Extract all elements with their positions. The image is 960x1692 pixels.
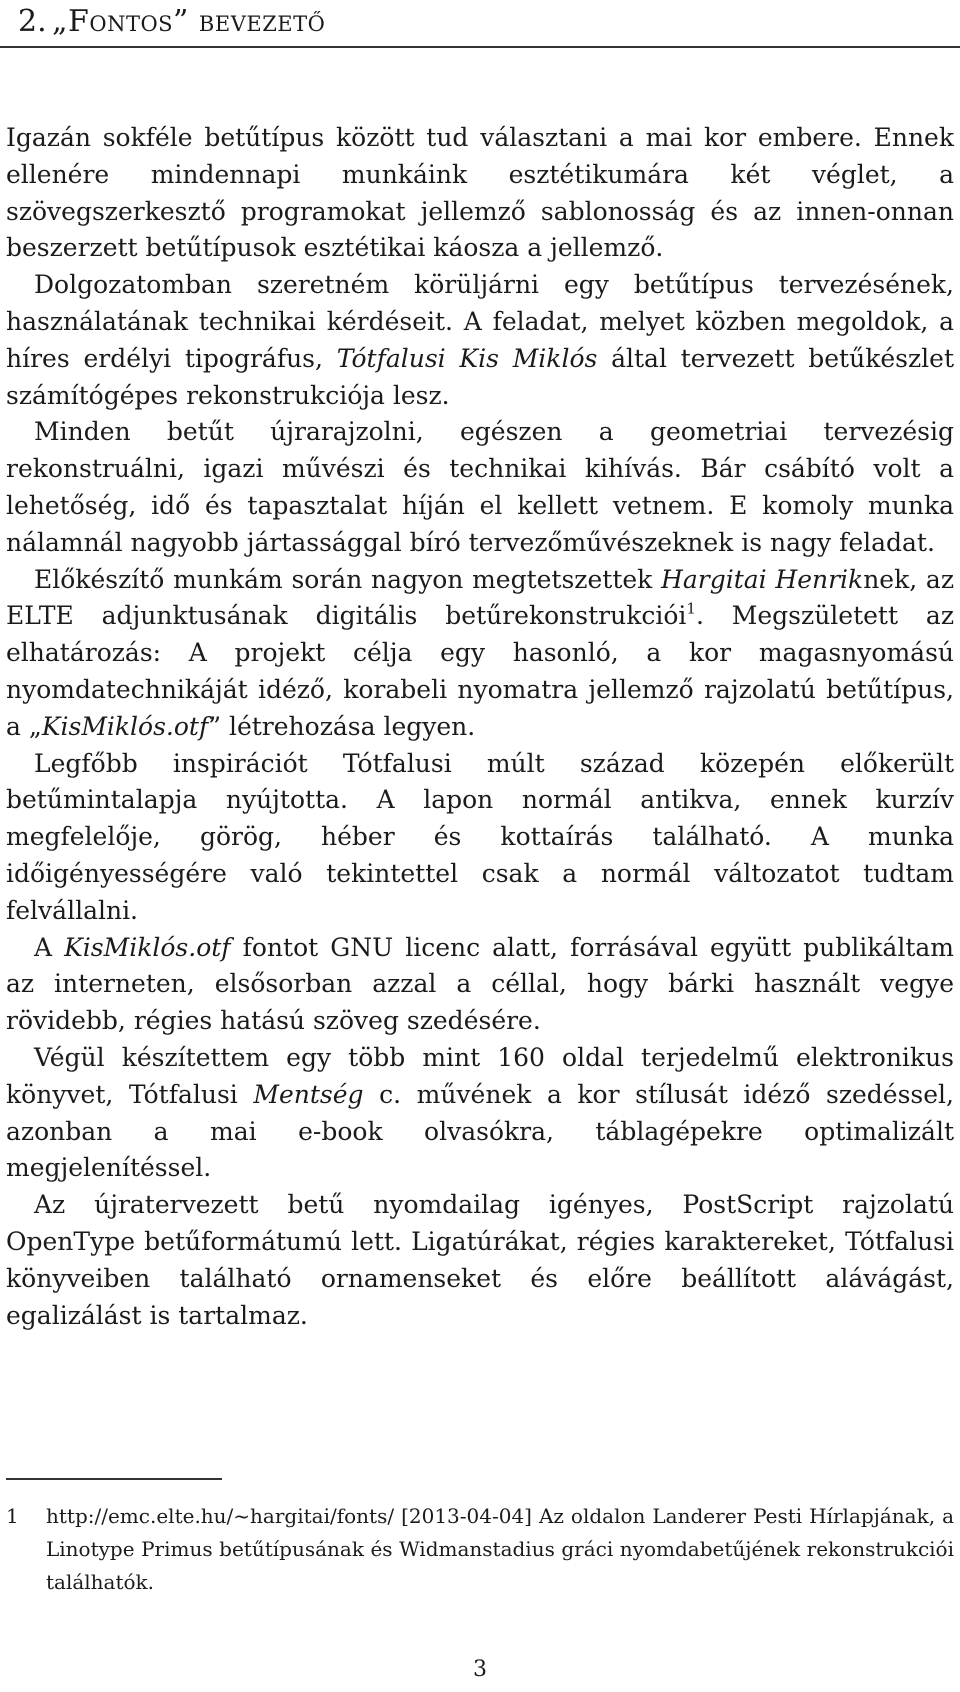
paragraph-text: Legfőbb inspirációt Tótfalusi múlt század közepén előkerült betűmintalapja nyújtotta. A lapon normál antikva, ennek kurzív megfelelője, görög, héber és kottaírás található. A munka időigényességére való tekintettel csak a normál változatot tudtam felvállalni. bbox=[6, 748, 954, 925]
footnote-number: 1 bbox=[6, 1504, 19, 1528]
paragraph-text: A bbox=[34, 932, 65, 962]
paragraph-text: Előkészítő munkám során nagyon megtetszettek bbox=[34, 564, 662, 594]
paragraph-inspiration bbox=[6, 746, 954, 930]
paragraph-thesis bbox=[6, 267, 954, 414]
paragraph-text: . Megszületett az elhatározás: A projekt célja egy hasonló, a kor magasnyomású nyomdatechnikáját idéző, korabeli nyomatra jellemző rajzolatú betűtípus, a „ bbox=[6, 601, 954, 741]
paragraph-text: nek, az ELTE adjunktusának digitális betűrekonstrukciói bbox=[6, 564, 954, 631]
italic-title: Mentség bbox=[253, 1079, 364, 1109]
paragraph-text: Végül készítettem egy több mint 160 oldal terjedelmű elektronikus könyvet, Tótfalusi bbox=[6, 1042, 954, 1109]
paragraph-preparation bbox=[6, 562, 954, 746]
paragraph-text: ” létrehozása legyen. bbox=[208, 711, 476, 741]
paragraph-text: által tervezett betűkészlet számítógépes rekonstrukciója lesz. bbox=[6, 343, 954, 410]
italic-font-name: KisMiklós.otf bbox=[64, 932, 231, 962]
footnote-reference[interactable]: 1 bbox=[686, 599, 696, 618]
chapter-header bbox=[0, 0, 960, 48]
italic-name: Tótfalusi Kis Miklós bbox=[336, 343, 598, 373]
paragraph-text: c. művének a kor stílusát idéző szedéssel, azonban a mai e-book olvasókra, táblagépekre optimalizált megjelenítéssel. bbox=[6, 1079, 954, 1183]
paragraph-text: Minden betűt újrarajzolni, egészen a geometriai tervezésig rekonstruálni, igazi művészi és technikai kihívás. Bár csábító volt a lehetőség, idő és tapasztalat híján el kellett vetnem. E komoly munka nálamnál nagyobb jártassággal bíró tervezőművészeknek is nagy feladat. bbox=[6, 417, 954, 557]
page-number: 3 bbox=[473, 1657, 487, 1682]
paragraph-text: Dolgozatomban szeretném körüljárni egy betűtípus tervezésének, használatának technikai kérdéseit. A feladat, melyet közben megoldok, a híres erdélyi tipográfus, bbox=[6, 270, 954, 373]
footnote bbox=[6, 1500, 954, 1599]
italic-name: Hargitai Henrik bbox=[661, 564, 864, 594]
paragraph-text: Igazán sokféle betűtípus között tud választani a mai kor embere. Ennek ellenére mindennapi munkáink esztétikumára két véglet, a szövegszerkesztő programokat jellemző sablonosság és az innen-onnan beszerzett betűtípusok esztétikai káosza a jellemző. bbox=[6, 123, 954, 263]
footnote-text: http://emc.elte.hu/~hargitai/fonts/ [2013-04-04] Az oldalon Landerer Pesti Hírlapjának, a Linotype Primus betűtípusának és Widmanstadius gráci nyomdabetűjének rekonstrukciói találhatók. bbox=[46, 1504, 954, 1594]
footnote-divider bbox=[6, 1478, 222, 1480]
italic-font-name: KisMiklós.otf bbox=[41, 711, 209, 741]
chapter-number: 2. bbox=[18, 4, 47, 39]
paragraph-text: fontot GNU licenc alatt, forrásával együtt publikáltam az interneten, elsősorban azzal a céllal, hogy bárki használt vegye rövidebb, régies hatású szöveg szedésére. bbox=[6, 932, 954, 1036]
paragraph-result bbox=[6, 1187, 954, 1334]
paragraph-challenge bbox=[6, 414, 954, 561]
body-text bbox=[6, 120, 954, 1334]
chapter-title: „Fontos” bevezető bbox=[52, 4, 326, 39]
paragraph-intro bbox=[6, 120, 954, 267]
paragraph-ebook bbox=[6, 1040, 954, 1187]
paragraph-text: Az újratervezett betű nyomdailag igényes, PostScript rajzolatú OpenType betűformátumú lett. Ligatúrákat, régies karaktereket, Tótfalusi könyveiben található ornamenseket és előre beállított alávágást, egalizálást is tartalmaz. bbox=[6, 1190, 954, 1330]
paragraph-license bbox=[6, 930, 954, 1040]
